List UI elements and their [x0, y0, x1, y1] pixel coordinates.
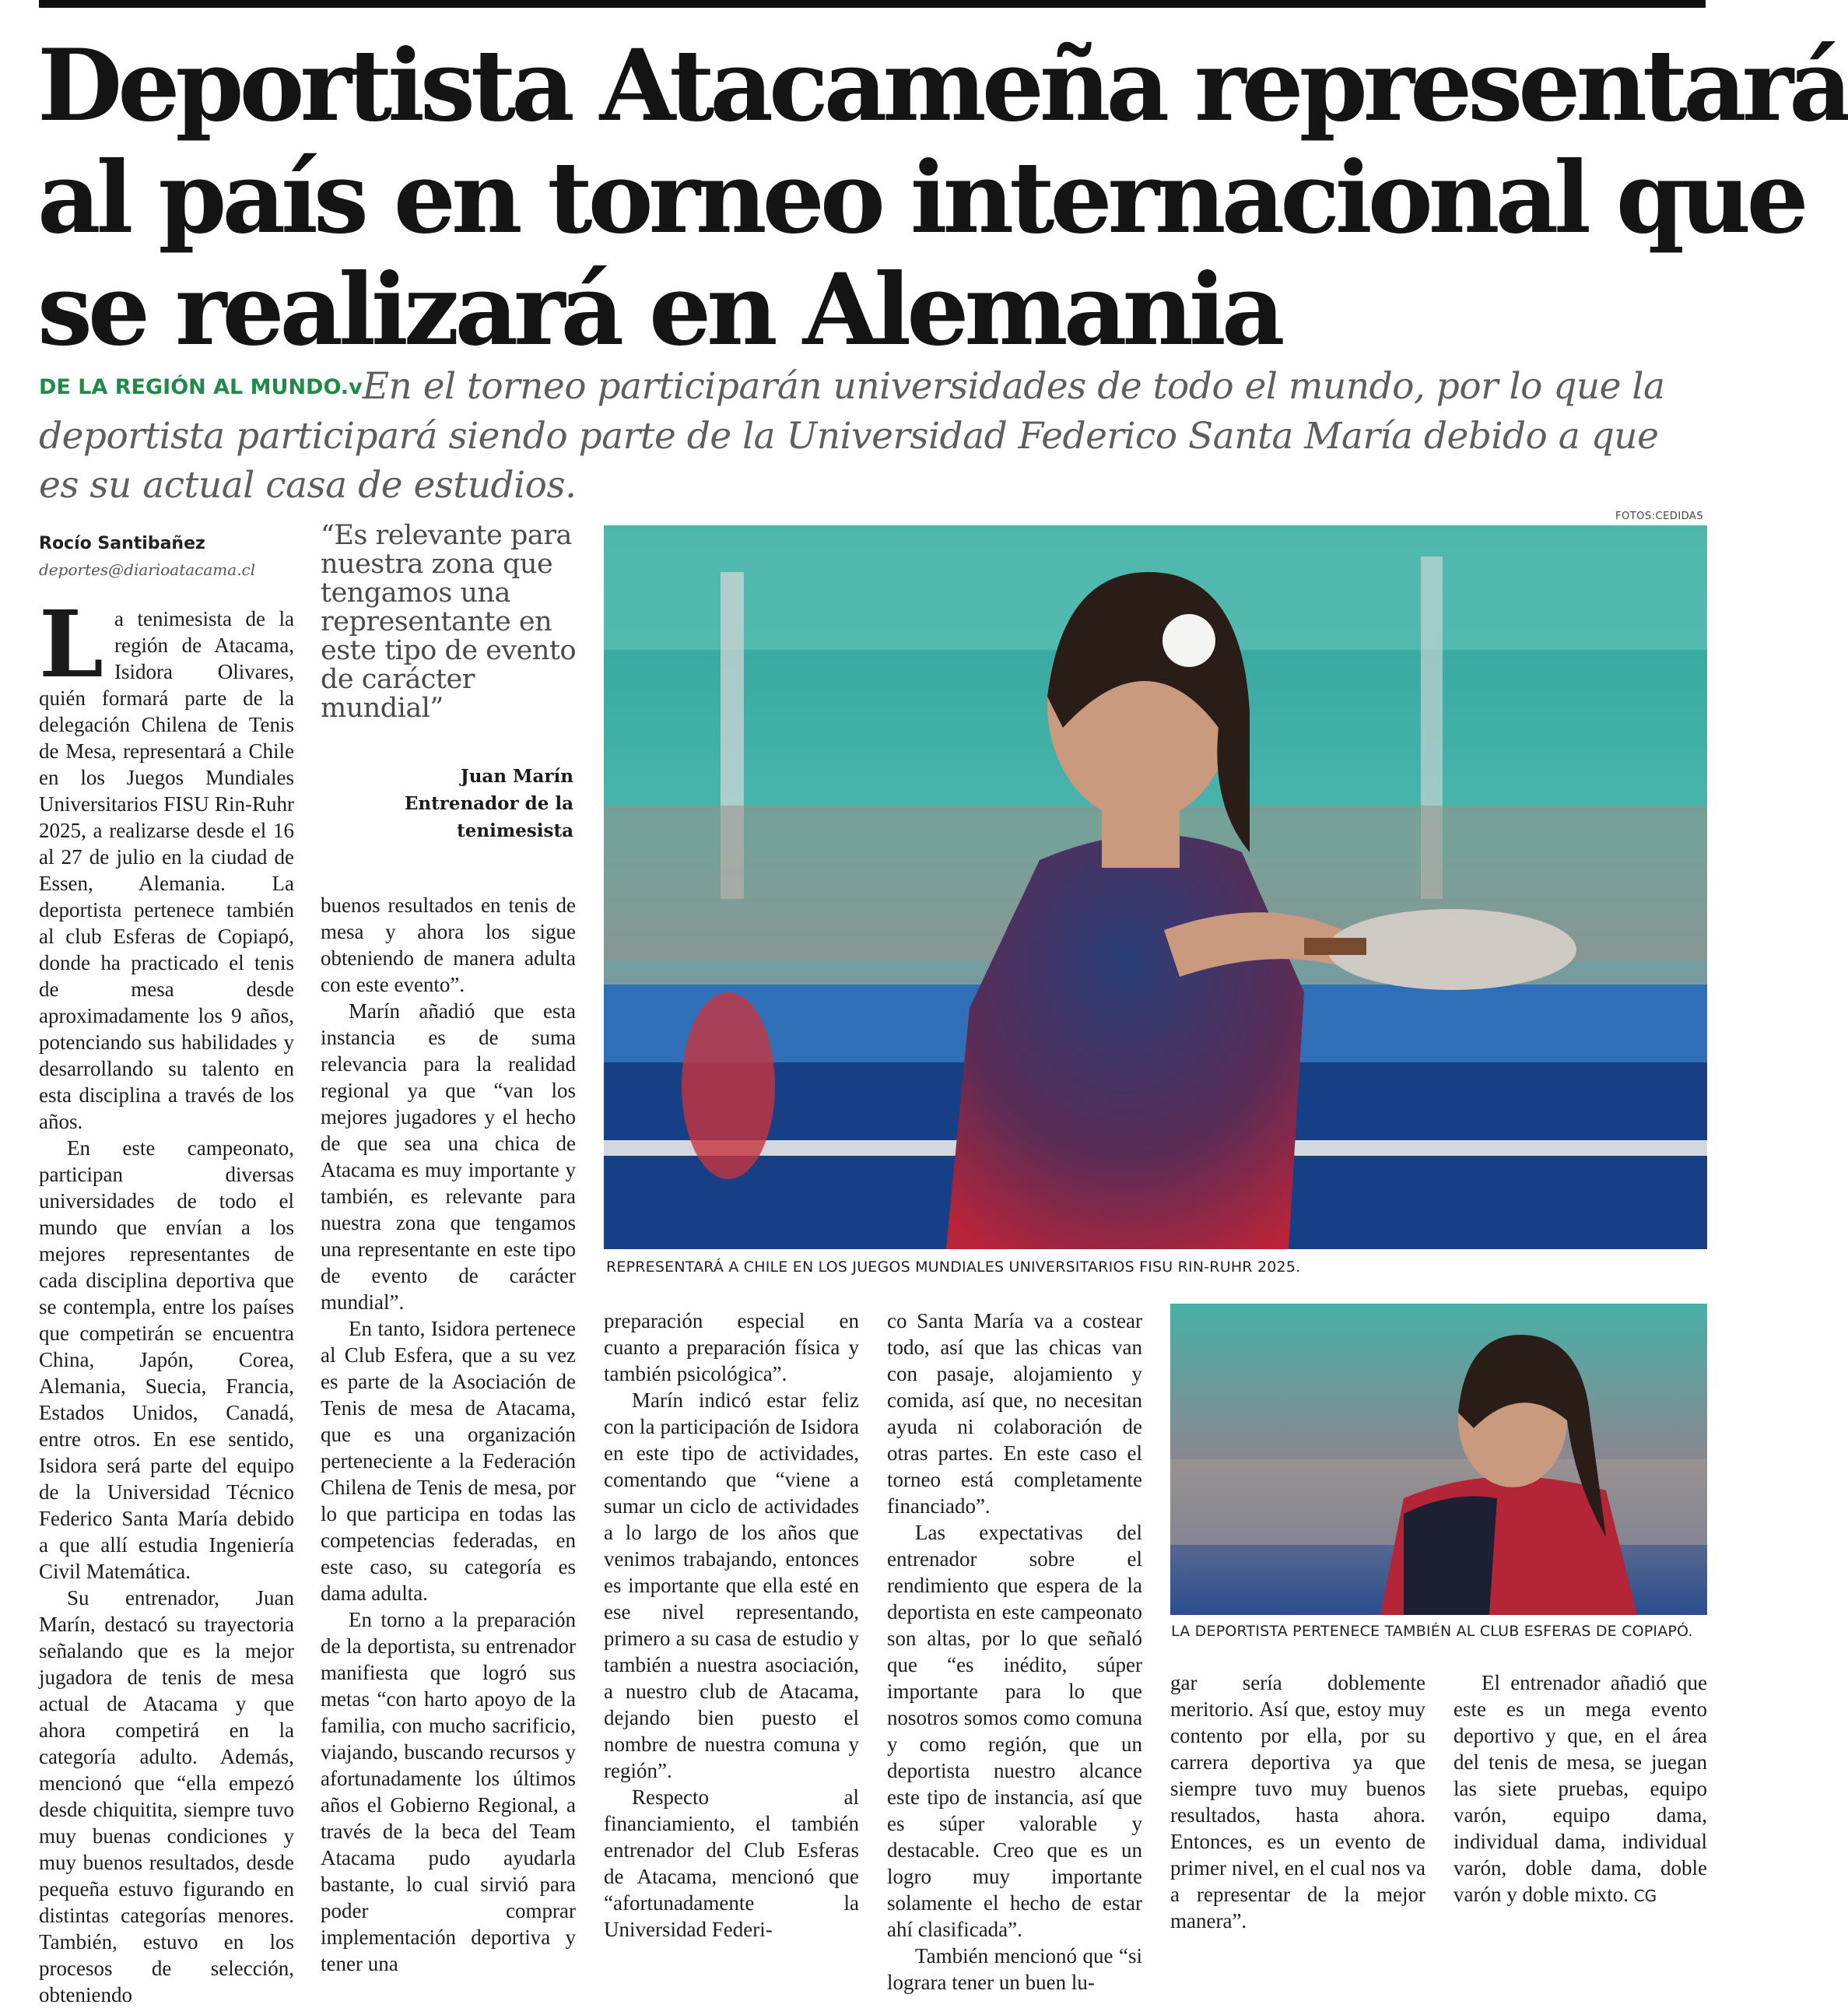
second-photo-caption: LA DEPORTISTA PERTENECE TAMBIÉN AL CLUB ESFERAS DE COPIAPÓ.: [1171, 1623, 1693, 1640]
body-column-3: [604, 1308, 859, 1943]
paragraph: También mencionó que “si lograra tener un buen lu-: [887, 1944, 1142, 1994]
pull-quote-attribution: [321, 763, 573, 844]
paragraph: [1454, 1669, 1707, 1909]
player-portrait-photo: [1170, 1304, 1707, 1615]
headline-line-2: al país en torneo internacional que: [37, 140, 1804, 255]
paragraph: preparación especial en cuanto a preparación física y también psicológica”.: [604, 1309, 859, 1385]
author-email[interactable]: deportes@diarioatacama.cl: [39, 560, 256, 579]
pull-quote: “Es relevante para nuestra zona que tengamos una representante en este tipo de evento de carácter mundial”: [321, 520, 577, 724]
headline-line-3: se realizará en Alemania: [37, 252, 1281, 367]
paragraph: En torno a la preparación de la deportista, su entrenador manifiesta que logró sus metas “con harto apoyo de la familia, con mucho sacrificio, viajando, buscando recursos y afortunadamente los últimos años el Gobierno Regional, a través de la beca del Team Atacama pudo ayudarla bastante, lo cual sirvió para poder comprar implementación deportiva y tener una: [321, 1608, 576, 1975]
paragraph: buenos resultados en tenis de mesa y ahora los sigue obteniendo de manera adulta con este evento”.: [321, 893, 576, 996]
body-column-6: [1454, 1669, 1707, 1909]
body-column-1: [39, 590, 294, 2008]
end-mark: CG: [1633, 1887, 1657, 1905]
headline: [37, 28, 1848, 367]
deck: [39, 362, 1704, 510]
quote-role: Entrenador de la tenimesista: [404, 793, 573, 841]
main-photo: [604, 525, 1707, 1249]
paragraph: Las expectativas del entrenador sobre el rendimiento que espera de la deportista en este campeonato son altas, por lo que señaló que “es inédito, súper importante para lo que nosotros somos como comuna y como región, que un deportista nuestro alcance este tipo de instancia, así que es súper valorable y destacable. Creo que es un logro muy importante solamente el hecho de estar ahí clasificada”.: [887, 1521, 1142, 1941]
table-tennis-player-photo: [604, 525, 1707, 1249]
second-photo: [1170, 1304, 1707, 1615]
paragraph: [39, 590, 294, 1135]
paragraph: En tanto, Isidora pertenece al Club Esfera, que a su vez es parte de la Asociación de Tenis de mesa de Atacama, que es una organización perteneciente a la Federación Chilena de Tenis de mesa, por lo que participa en todas las competencias federadas, en este caso, su categoría es dama adulta.: [321, 1317, 576, 1605]
paragraph: gar sería doblemente meritorio. Así que, estoy muy contento por ella, por su carrera deportiva ya que siempre tuvo muy buenos resultados, hasta ahora. Entonces, es un evento de primer nivel, en el cual nos va a representar de la mejor manera”.: [1170, 1671, 1425, 1933]
section-kicker: DE LA REGIÓN AL MUNDO.: [39, 375, 349, 399]
paragraph: Marín indicó estar feliz con la participación de Isidora en este tipo de actividades, comentando que “viene a sumar un ciclo de actividades a lo largo de los años que venimos trabajando, entonces es importante que ella esté en ese nivel representando, primero a su casa de estudio y también a nuestra asociación, a nuestro club de Atacama, dejando bien puesto el nombre de nuestra comuna y región”.: [604, 1388, 859, 1782]
photo-credit: FOTOS:CEDIDAS: [1615, 511, 1704, 522]
headline-line-1: Deportista Atacameña representará: [37, 28, 1848, 143]
paragraph-text: a tenimesista de la región de Atacama, Isidora Olivares, quién formará parte de la delegación Chilena de Tenis de Mesa, representará a Chile en los Juegos Mundiales Universitarios FISU Rin-Ruhr 2025, a realizarse desde el 16 al 27 de julio en la ciudad de Essen, Alemania. La deportista pertenece también al club Esferas de Copiapó, donde ha practicado el tenis de mesa desde aproximadamente los 9 años, potenciando sus habilidades y desarrollando su talento en esta disciplina a través de los años.: [39, 607, 294, 1133]
main-photo-caption: REPRESENTARÁ A CHILE EN LOS JUEGOS MUNDIALES UNIVERSITARIOS FISU RIN-RUHR 2025.: [606, 1259, 1301, 1276]
deck-text: En el torneo participarán universidades de todo el mundo, por lo que la deportista participará siendo parte de la Universidad Federico Santa María debido a que es su actual casa de estudios.: [39, 365, 1665, 507]
kicker-separator: v: [349, 375, 363, 399]
body-column-4: [887, 1308, 1142, 1996]
paragraph: Respecto al financiamiento, el también entrenador del Club Esferas de Atacama, mencionó que “afortunadamente la Universidad Federi-: [604, 1785, 859, 1941]
paragraph: Su entrenador, Juan Marín, destacó su trayectoria señalando que es la mejor jugadora de tenis de mesa actual de Atacama y que ahora competirá en la categoría adulto. Además, mencionó que “ella empezó desde chiquitita, siempre tuvo muy buenas condiciones y muy buenos resultados, desde pequeña estuvo figurando en distintas categorías menores. También, estuvo en los procesos de selección, obteniendo: [39, 1586, 294, 2006]
paragraph: En este campeonato, participan diversas universidades de todo el mundo que envían a los mejores representantes de cada disciplina deportiva que se contempla, entre los países que competirán se encuentra China, Japón, Corea, Alemania, Suecia, Francia, Estados Unidos, Canadá, entre otros. En ese sentido, Isidora será parte del equipo de la Universidad Técnico Federico Santa María debido a que allí estudia Ingeniería Civil Matemática.: [39, 1136, 294, 1583]
body-column-2: [321, 892, 576, 1977]
quote-name: Juan Marín: [460, 766, 573, 787]
body-column-5: [1170, 1669, 1425, 1934]
paragraph: Marín añadió que esta instancia es de suma relevancia para la realidad regional ya que “van los mejores jugadores y el hecho de que sea una chica de Atacama es muy importante y también, es relevante para nuestra zona que tengamos una representante en este tipo de evento de carácter mundial”.: [321, 999, 576, 1314]
paragraph: co Santa María va a costear todo, así que las chicas van con pasaje, alojamiento y comida, así que, no necesitan ayuda ni colaboración de otras partes. En este caso el torneo está completamente financiado”.: [887, 1309, 1142, 1518]
drop-cap: L: [39, 590, 103, 698]
top-rule: [39, 0, 1706, 8]
paragraph-text: El entrenador añadió que este es un mega evento deportivo y que, en el área del tenis de mesa, se juegan las siete pruebas, equipo varón, equipo dama, individual dama, individual varón, doble dama, doble varón y doble mixto.: [1454, 1671, 1707, 1906]
author-name: Rocío Santibañez: [39, 534, 205, 553]
